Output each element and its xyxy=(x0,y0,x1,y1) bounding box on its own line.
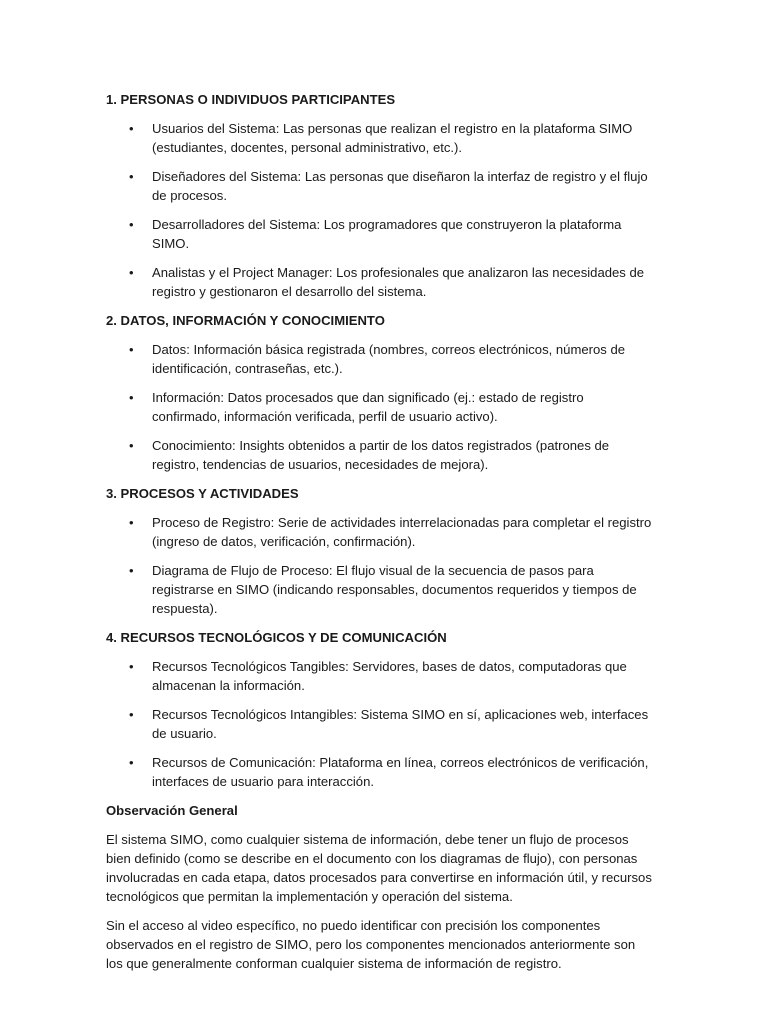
list-item xyxy=(106,340,654,378)
section-heading: 4. RECURSOS TECNOLÓGICOS Y DE COMUNICACIÓN xyxy=(106,630,447,645)
bullet-icon: • xyxy=(129,342,134,357)
list-item-text: Información: Datos procesados que dan significado (ej.: estado de registro confirmado, información verificada, perfil de usuario activo). xyxy=(152,390,584,424)
list-item-text: Diseñadores del Sistema: Las personas que diseñaron la interfaz de registro y el flujo de procesos. xyxy=(152,169,648,203)
paragraph: Sin el acceso al video específico, no puedo identificar con precisión los componentes observados en el registro de SIMO, pero los componentes mencionados anteriormente son los que generalmente conforman cualquier sistema de información de registro. xyxy=(106,918,636,971)
list-item xyxy=(106,561,654,618)
list-item-text: Recursos Tecnológicos Intangibles: Sistema SIMO en sí, aplicaciones web, interfaces de usuario. xyxy=(152,707,649,741)
list-item-text: Usuarios del Sistema: Las personas que realizan el registro en la plataforma SIMO (estudiantes, docentes, personal administrativo, etc.). xyxy=(152,121,633,155)
list-item xyxy=(106,705,654,743)
list-item xyxy=(106,263,654,301)
list-item-text: Recursos Tecnológicos Tangibles: Servidores, bases de datos, computadoras que almacenan la información. xyxy=(152,659,627,693)
section-heading: 2. DATOS, INFORMACIÓN Y CONOCIMIENTO xyxy=(106,313,385,328)
list-item xyxy=(106,513,654,551)
bullet-icon: • xyxy=(129,169,134,184)
list-item-text: Analistas y el Project Manager: Los profesionales que analizaron las necesidades de registro y gestionaron el desarrollo del sistema. xyxy=(152,265,645,299)
section-procesos xyxy=(106,484,654,618)
list-item xyxy=(106,388,654,426)
section-personas xyxy=(106,90,654,301)
section-heading: 1. PERSONAS O INDIVIDUOS PARTICIPANTES xyxy=(106,92,396,107)
bullet-icon: • xyxy=(129,390,134,405)
bullet-icon: • xyxy=(129,265,134,280)
list-item xyxy=(106,436,654,474)
section-observacion xyxy=(106,801,654,973)
list-item-text: Diagrama de Flujo de Proceso: El flujo visual de la secuencia de pasos para registrarse en SIMO (indicando responsables, documentos requeridos y tiempos de respuesta). xyxy=(152,563,637,616)
list-item-text: Datos: Información básica registrada (nombres, correos electrónicos, números de identificación, contraseñas, etc.). xyxy=(152,342,626,376)
bullet-icon: • xyxy=(129,563,134,578)
section-datos xyxy=(106,311,654,474)
bullet-list xyxy=(106,119,654,301)
bullet-icon: • xyxy=(129,217,134,232)
section-heading: 3. PROCESOS Y ACTIVIDADES xyxy=(106,486,299,501)
document-body xyxy=(106,90,654,983)
bullet-icon: • xyxy=(129,659,134,674)
section-heading: Observación General xyxy=(106,803,238,818)
bullet-icon: • xyxy=(129,707,134,722)
list-item xyxy=(106,167,654,205)
bullet-icon: • xyxy=(129,438,134,453)
list-item xyxy=(106,215,654,253)
bullet-list xyxy=(106,513,654,618)
list-item-text: Recursos de Comunicación: Plataforma en línea, correos electrónicos de verificación, interfaces de usuario para interacción. xyxy=(152,755,649,789)
paragraph: El sistema SIMO, como cualquier sistema de información, debe tener un flujo de procesos bien definido (como se describe en el documento con los diagramas de flujo), con personas involucradas en cada etapa, datos procesados para convertirse en información útil, y recursos tecnológicos que permitan la implementación y operación del sistema. xyxy=(106,832,652,904)
list-item xyxy=(106,657,654,695)
list-item-text: Proceso de Registro: Serie de actividades interrelacionadas para completar el registro (ingreso de datos, verificación, confirmación). xyxy=(152,515,652,549)
list-item xyxy=(106,753,654,791)
bullet-icon: • xyxy=(129,515,134,530)
list-item xyxy=(106,119,654,157)
bullet-icon: • xyxy=(129,755,134,770)
list-item-text: Conocimiento: Insights obtenidos a partir de los datos registrados (patrones de registro, tendencias de usuarios, necesidades de mejora). xyxy=(152,438,610,472)
list-item-text: Desarrolladores del Sistema: Los programadores que construyeron la plataforma SIMO. xyxy=(152,217,622,251)
section-recursos xyxy=(106,628,654,791)
bullet-icon: • xyxy=(129,121,134,136)
bullet-list xyxy=(106,340,654,474)
bullet-list xyxy=(106,657,654,791)
